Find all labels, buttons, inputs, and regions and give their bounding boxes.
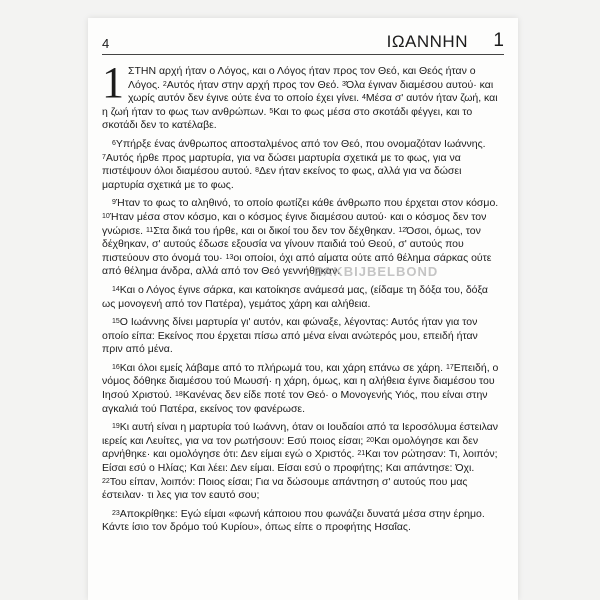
verse-text: Και τον ρώτησαν: Τι, λοιπόν; Είσαι εσύ ο Ηλίας; Και λέει: Δεν είμαι. Είσαι εσύ ο προφήτης; Και απάντησε: Όχι. — [102, 448, 498, 475]
verse-text: Επειδή, ο νόμος δόθηκε διαμέσου τού Μωυσή· η χάρη, όμως, και η αλήθεια έγινε διαμέσου του Ιησού Χριστού. — [102, 361, 499, 402]
verse-number: 17 — [445, 363, 454, 371]
verse-paragraph — [102, 197, 500, 279]
verse-text: Και ομολόγησε και δεν αρνήθηκε· και ομολόγησε ότι: Δεν είμαι εγώ ο Χριστός. — [102, 434, 479, 461]
verse-number: 7 — [102, 153, 106, 161]
bible-page — [88, 18, 518, 600]
verse-paragraph — [102, 138, 500, 192]
verse-text: Ήταν μέσα στον κόσμο, και ο κόσμος έγινε διαμέσου αυτού· και ο κόσμος δεν τον γνώρισε. — [102, 210, 487, 237]
verse-number: 14 — [112, 285, 120, 293]
page-header — [102, 32, 504, 55]
verse-number: 20 — [366, 436, 375, 444]
verse-text: ΣΤΗΝ αρχή ήταν ο Λόγος, και ο Λόγος ήταν προς τον Θεό, και Θεός ήταν ο Λόγος. — [128, 65, 476, 91]
verse-text: Αποκρίθηκε: Εγώ είμαι «φωνή κάποιου που φωνάζει δυνατά μέσα στην έρημο. Κάντε ίσιο τον δρόμο τού Κυρίου», όπως είπε ο προφήτης Ησαΐας. — [102, 507, 485, 534]
verse-text: Και όλοι εμείς λάβαμε από το πλήρωμά του, και χάρη επάνω σε χάρη. — [119, 361, 446, 374]
verse-number: 16 — [112, 363, 120, 371]
verse-text: οι οποίοι, όχι από αίματα ούτε από θέλημα σάρκας ούτε από θέλημα άνδρα, αλλά από τον Θεό γεννήθηκαν. — [102, 251, 492, 278]
book-title: ΙΩΑΝΝΗΝ — [386, 32, 468, 51]
verse-paragraph — [102, 316, 500, 357]
verse-text: Του είπαν, λοιπόν: Ποιος είσαι; Για να δώσουμε απάντηση σ' αυτούς που μας έστειλαν· τι λες για τον εαυτό σου; — [102, 475, 468, 502]
verse-text: Μέσα σ' αυτόν ήταν ζωή, και η ζωή ήταν το φως των ανθρώπων. — [102, 92, 498, 118]
verse-text: Όλα έγιναν διαμέσου αυτού· και χωρίς αυτόν δεν έγινε ούτε ένα το οποίο έχει γίνει. — [128, 78, 494, 105]
verse-number: 21 — [357, 450, 366, 458]
verse-text: Αυτός ήταν στην αρχή προς τον Θεό. — [166, 78, 343, 91]
verse-text: Και το φως μέσα στο σκοτάδι φέγγει, και το σκοτάδι δεν το κατέλαβε. — [102, 105, 473, 132]
verse-number: 23 — [112, 509, 120, 517]
verse-number: 6 — [112, 139, 116, 147]
verse-number: 4 — [362, 94, 366, 102]
verse-number: 12 — [398, 226, 407, 234]
verse-paragraph — [102, 58, 500, 133]
verse-number: 11 — [146, 226, 154, 234]
verse-number: 19 — [112, 423, 120, 431]
verse-number: 22 — [102, 477, 110, 485]
verse-paragraph — [102, 421, 500, 503]
verse-text: Κανένας δεν είδε ποτέ τον Θεό· ο Μονογενής Υιός, που είναι στην αγκαλιά τού Πατέρα, εκείνος τον φανέρωσε. — [102, 389, 488, 415]
verse-number: 13 — [225, 253, 234, 261]
verse-number: 3 — [342, 80, 346, 88]
verse-text: Ο Ιωάννης δίνει μαρτυρία γι' αυτόν, και φώναξε, λέγοντας: Αυτός ήταν για τον οποίο είπα: Εκείνος που έρχεται πίσω από μένα είναι ανώτερός μου, επειδή ήταν πριν από μένα. — [102, 316, 478, 356]
verse-paragraph — [102, 508, 500, 535]
verse-number: 10 — [102, 212, 110, 220]
page-number: 4 — [102, 36, 110, 51]
verse-text: Κι αυτή είναι η μαρτυρία τού Ιωάννη, όταν οι Ιουδαίοι από τα Ιεροσόλυμα έστειλαν ιερείς και Λευίτες, για να τον ρωτήσουν: Εσύ ποιος είσαι; — [102, 421, 499, 447]
verse-text: Όσοι, όμως, τον δέχθηκαν, σ' αυτούς έδωσε εξουσία να γίνουν παιδιά τού Θεού, σ' αυτούς που πιστεύουν στο όνομά του· — [102, 224, 481, 264]
verse-number: 15 — [112, 318, 120, 326]
chapter-number: 1 — [493, 30, 504, 51]
verse-text: Υπήρξε ένας άνθρωπος αποσταλμένος από τον Θεό, που ονομαζόταν Ιωάννης. — [115, 137, 486, 150]
verse-text: Αυτός ήρθε προς μαρτυρία, για να δώσει μαρτυρία σχετικά με το φως, για να πιστέψουν όλοι διαμέσου αυτού. — [102, 151, 461, 178]
verse-text: Δεν ήταν εκείνος το φως, αλλά για να δώσει μαρτυρία σχετικά με το φως. — [102, 165, 462, 191]
verse-number: 8 — [255, 167, 260, 175]
verse-number: 9 — [112, 199, 116, 207]
verse-number: 5 — [269, 107, 274, 115]
verse-number: 2 — [162, 80, 167, 88]
verse-number: 18 — [174, 391, 183, 399]
verse-paragraph — [102, 284, 500, 311]
verse-text: Και ο Λόγος έγινε σάρκα, και κατοίκησε ανάμεσά μας, (είδαμε τη δόξα του, δόξα ως μονογενή από τον Πατέρα), γεμάτος χάρη και αλήθεια. — [102, 283, 488, 310]
verse-text: Στα δικά του ήρθε, και οι δικοί του δεν τον δέχθηκαν. — [153, 224, 399, 237]
drop-cap: 1 — [102, 58, 124, 107]
verse-paragraph — [102, 362, 500, 416]
verse-text: Ήταν το φως το αληθινό, το οποίο φωτίζει κάθε άνθρωπο που έρχεται στον κόσμο. — [115, 197, 499, 210]
watermark: ZAKBIJBELBOND — [314, 264, 439, 279]
scripture-text — [102, 58, 500, 540]
